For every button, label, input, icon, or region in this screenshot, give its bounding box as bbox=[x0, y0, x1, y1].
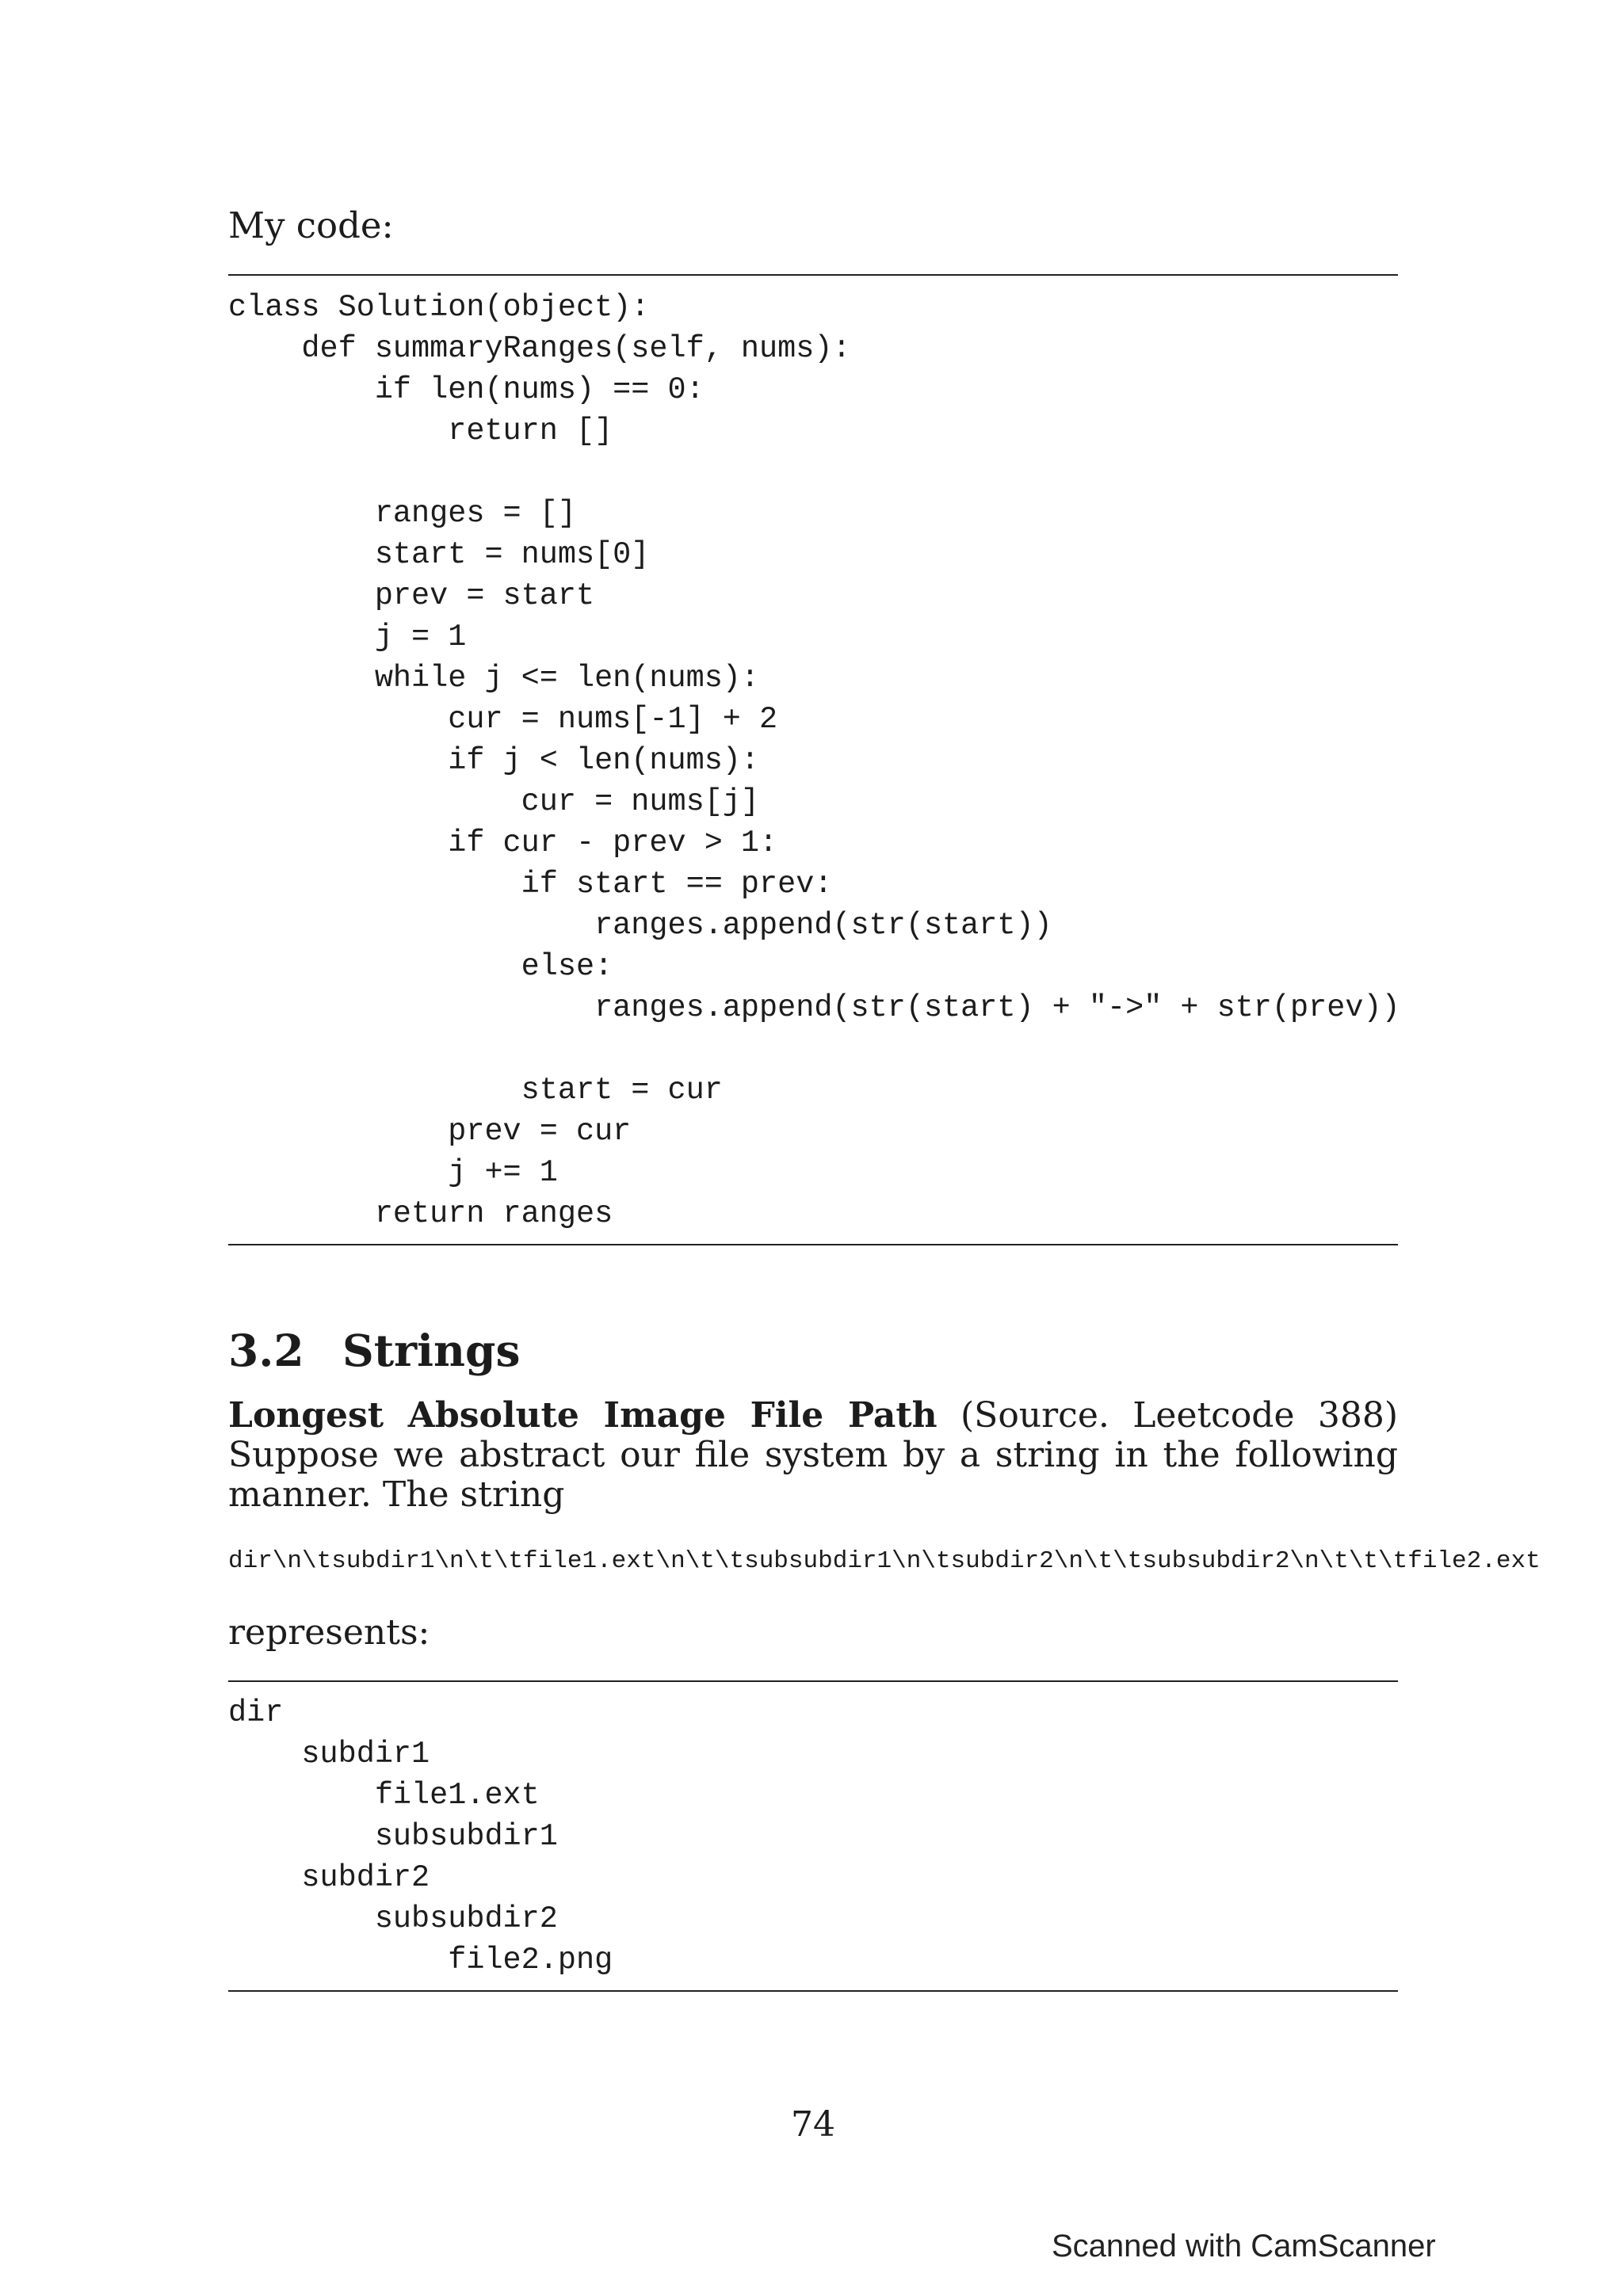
code-line: cur = nums[j] bbox=[228, 784, 760, 819]
section-title: Strings bbox=[342, 1325, 521, 1376]
code-line: def summaryRanges(self, nums): bbox=[228, 331, 851, 366]
problem-text: (Source. Leetcode 388) Suppose we abstract our file system by a string in the following manner. The string bbox=[228, 1395, 1398, 1515]
code-line: prev = start bbox=[228, 578, 595, 613]
problem-paragraph bbox=[228, 1396, 1398, 1515]
code-line: class Solution(object): bbox=[228, 290, 650, 325]
code-line: if cur - prev > 1: bbox=[228, 826, 778, 860]
code-line: cur = nums[-1] + 2 bbox=[228, 702, 778, 737]
tree-top-rule bbox=[228, 1680, 1398, 1682]
code-line: ranges.append(str(start) + "->" + str(prev)) bbox=[228, 990, 1400, 1025]
tree-line: dir bbox=[228, 1695, 284, 1730]
scanner-watermark: Scanned with CamScanner bbox=[1052, 2229, 1436, 2264]
code-top-rule bbox=[228, 274, 1398, 276]
code-line: return [] bbox=[228, 414, 613, 448]
code-line: if j < len(nums): bbox=[228, 743, 760, 778]
problem-title: Longest Absolute Image File Path bbox=[228, 1395, 938, 1436]
tree-block bbox=[228, 1692, 613, 1981]
document-page bbox=[228, 0, 1541, 2296]
escaped-string: dir\n\tsubdir1\n\t\tfile1.ext\n\t\tsubsubdir1\n\tsubdir2\n\t\tsubsubdir2\n\t\t\tfile2.ext bbox=[228, 1547, 1541, 1575]
code-line: ranges.append(str(start)) bbox=[228, 908, 1052, 943]
code-line: start = cur bbox=[228, 1073, 723, 1108]
intro-text: My code: bbox=[228, 204, 394, 246]
tree-line: subdir1 bbox=[228, 1737, 430, 1772]
represents-label: represents: bbox=[228, 1612, 430, 1653]
code-line: else: bbox=[228, 949, 613, 984]
code-line: ranges = [] bbox=[228, 496, 576, 531]
code-line: if len(nums) == 0: bbox=[228, 372, 705, 407]
code-bottom-rule bbox=[228, 1244, 1398, 1245]
code-line bbox=[228, 1028, 1400, 1070]
section-heading bbox=[228, 1325, 520, 1376]
code-line: if start == prev: bbox=[228, 867, 833, 902]
code-line: start = nums[0] bbox=[228, 537, 650, 572]
tree-line: file2.png bbox=[228, 1943, 613, 1978]
code-line bbox=[228, 452, 1400, 493]
tree-bottom-rule bbox=[228, 1990, 1398, 1992]
page-number: 74 bbox=[791, 2104, 835, 2145]
code-line: return ranges bbox=[228, 1196, 613, 1231]
section-number: 3.2 bbox=[228, 1325, 304, 1376]
code-line: while j <= len(nums): bbox=[228, 661, 760, 696]
code-block bbox=[228, 287, 1400, 1234]
tree-line: subdir2 bbox=[228, 1860, 430, 1895]
tree-line: file1.ext bbox=[228, 1778, 540, 1813]
tree-line: subsubdir2 bbox=[228, 1901, 558, 1936]
code-line: j += 1 bbox=[228, 1155, 558, 1190]
code-line: prev = cur bbox=[228, 1114, 632, 1149]
code-line: j = 1 bbox=[228, 620, 467, 654]
tree-line: subsubdir1 bbox=[228, 1819, 558, 1854]
